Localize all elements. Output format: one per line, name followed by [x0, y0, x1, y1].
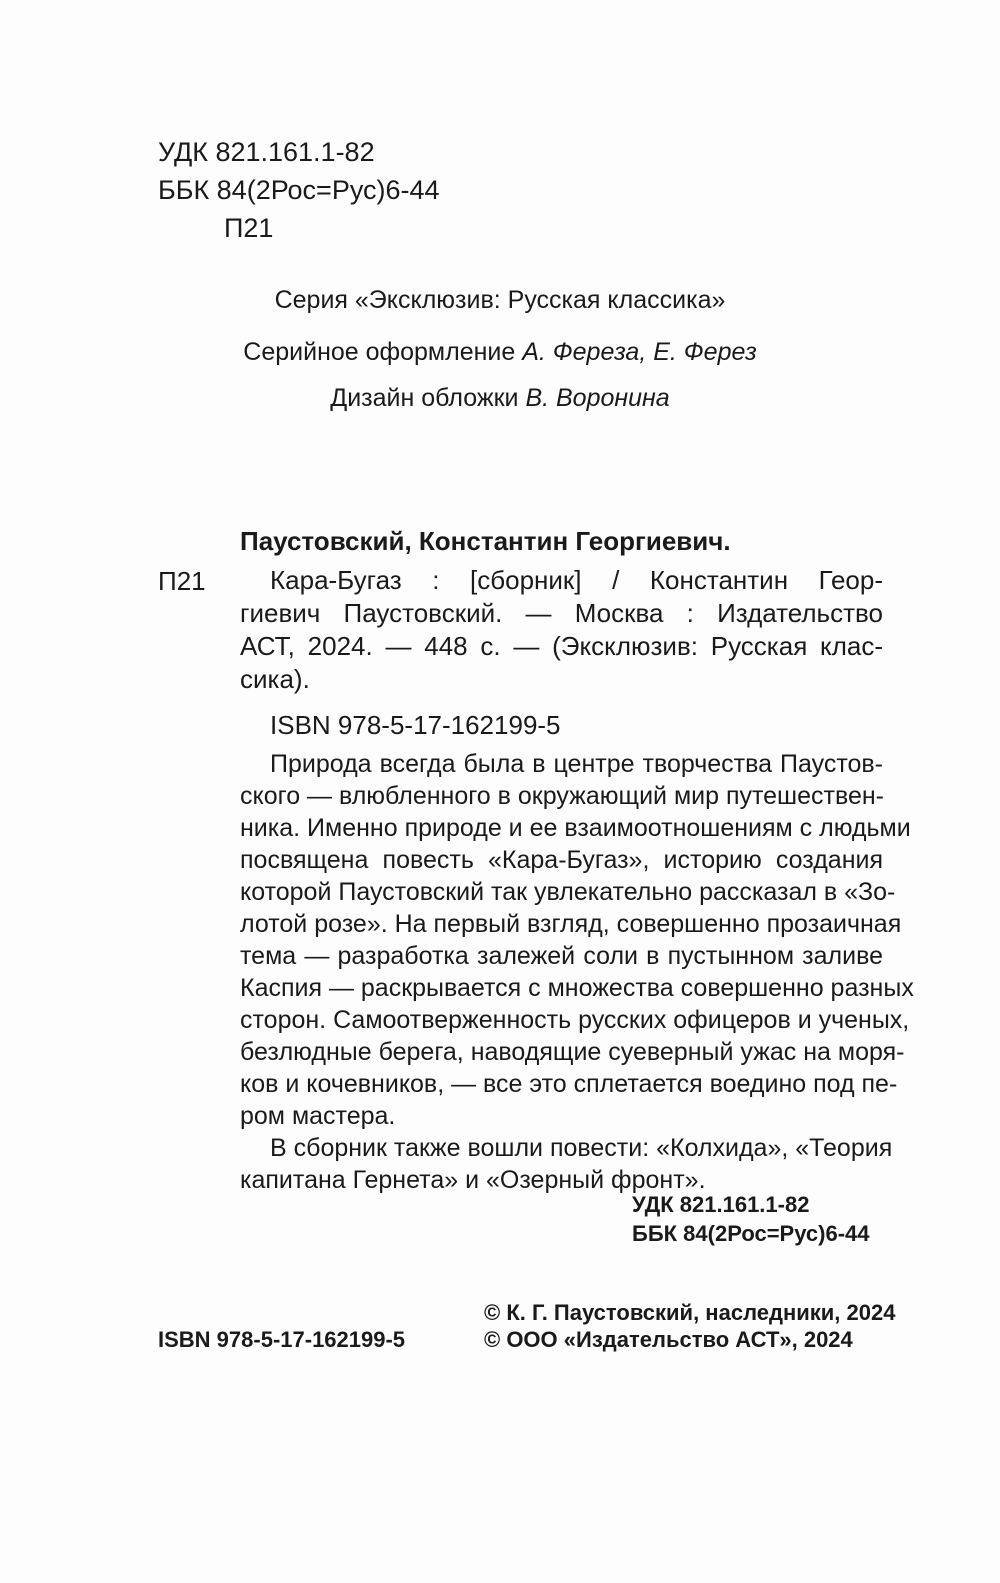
entry-isbn: ISBN 978-5-17-162199-5	[270, 710, 561, 740]
copyright-publisher: © ООО «Издательство АСТ», 2024	[484, 1327, 853, 1352]
copyright-author: © К. Г. Паустовский, наследники, 2024	[484, 1300, 896, 1325]
annotation-line: ника. Именно природе и ее взаимоотношениям с людьми	[240, 814, 911, 842]
entry-author-mark: П21	[158, 566, 206, 596]
biblio-line: Кара-Бугаз : [сборник] / Константин Геор-	[270, 565, 883, 595]
entry-bbk: ББК 84(2Рос=Рус)6-44	[632, 1221, 870, 1246]
annotation-line: Каспия — раскрывается с множества совершенно разных	[240, 974, 914, 1002]
bbk-code: ББК 84(2Рос=Рус)6-44	[158, 175, 440, 205]
bibliographic-description	[240, 564, 883, 696]
design-credit	[0, 338, 1000, 367]
annotation-line: безлюдные берега, наводящие суеверный ужас на моря-	[240, 1038, 905, 1066]
biblio-line: сика).	[240, 664, 310, 694]
annotation-line: лотой розе». На первый взгляд, совершенно прозаичная	[240, 910, 902, 938]
annotation-line: ков и кочевников, — все это сплетается воедино под пе-	[240, 1070, 898, 1098]
annotation-also-line: капитана Гернета» и «Озерный фронт».	[240, 1166, 706, 1194]
biblio-line: гиевич Паустовский. — Москва : Издательство	[240, 598, 883, 628]
annotation-line: ром мастера.	[240, 1102, 396, 1130]
annotation-line: тема — разработка залежей соли в пустынном заливе	[240, 942, 883, 970]
footer-isbn: ISBN 978-5-17-162199-5	[158, 1327, 406, 1352]
entry-author: Паустовский, Константин Георгиевич.	[240, 526, 731, 556]
cover-label: Дизайн обложки	[330, 384, 526, 412]
annotation-also-line: В сборник также вошли повести: «Колхида», «Теория	[270, 1134, 893, 1162]
entry-udk: УДК 821.161.1-82	[632, 1192, 810, 1217]
annotation-line: Природа всегда была в центре творчества Паустов-	[270, 750, 883, 778]
udk-code: УДК 821.161.1-82	[158, 137, 375, 167]
annotation-line: которой Паустовский так увлекательно рассказал в «Зо-	[240, 878, 896, 906]
author-mark: П21	[224, 213, 274, 243]
cover-credit	[0, 384, 1000, 413]
cover-author: В. Воронина	[525, 384, 670, 412]
biblio-line: АСТ, 2024. — 448 с. — (Эксклюзив: Русская клас-	[240, 631, 883, 661]
annotation-line: ского — влюбленного в окружающий мир путешествен-	[240, 782, 885, 810]
design-label: Серийное оформление	[243, 338, 523, 366]
annotation-line: сторон. Самоотверженность русских офицеров и ученых,	[240, 1006, 910, 1034]
annotation-line: посвящена повесть «Кара-Бугаз», историю создания	[240, 846, 883, 874]
annotation	[240, 748, 914, 1196]
design-authors: А. Фереза, Е. Ферез	[522, 338, 757, 366]
series-line: Серия «Эксклюзив: Русская классика»	[274, 286, 726, 314]
